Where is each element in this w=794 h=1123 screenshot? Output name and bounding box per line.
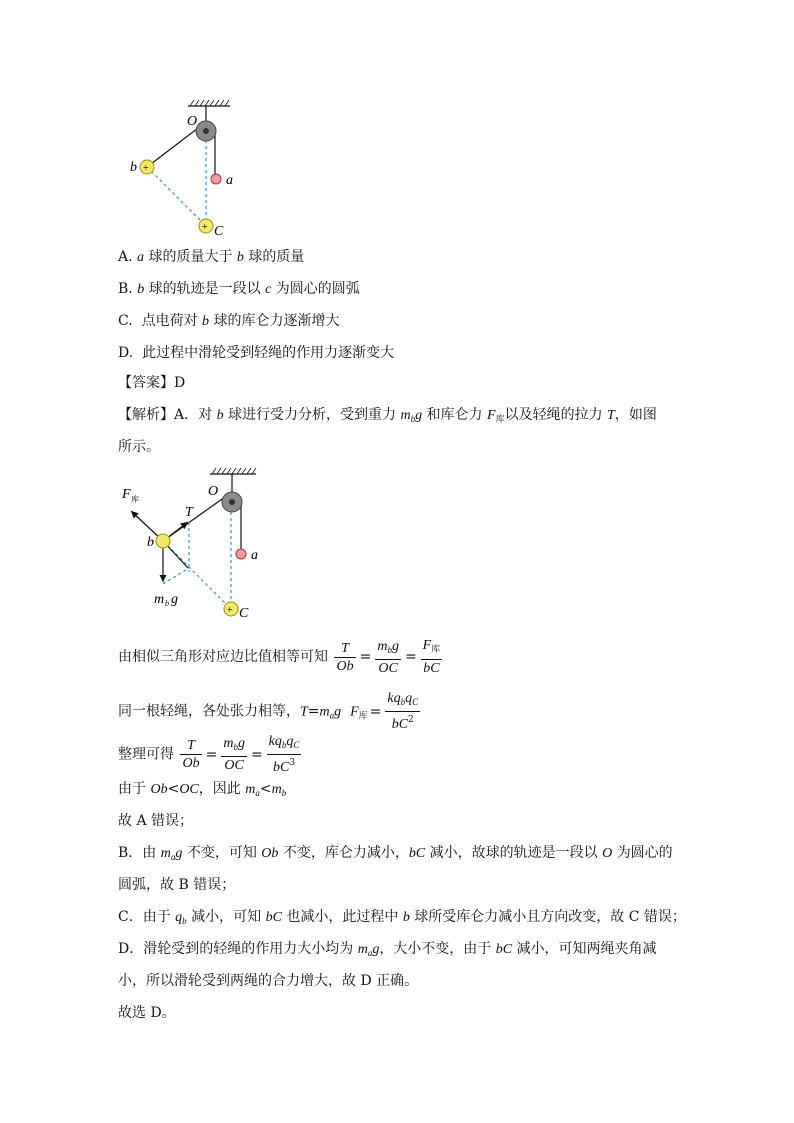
- svg-text:a: a: [226, 173, 233, 188]
- svg-text:g: g: [171, 592, 178, 607]
- fraction: $\frac{m_bg}{OC}$: [223, 736, 245, 773]
- option-c: C. 点电荷对 b 球的库仑力逐渐增大: [118, 313, 340, 329]
- svg-text:+: +: [143, 163, 149, 174]
- ball-a-icon: [236, 549, 246, 559]
- option-d: D. 此过程中滑轮受到轻绳的作用力逐渐变大: [118, 345, 395, 361]
- conclusion-line-7: 小，所以滑轮受到两绳的合力增大，故 D 正确。: [118, 973, 419, 989]
- fraction: $\frac{F_库}{bC}$: [422, 638, 441, 676]
- svg-text:T: T: [185, 505, 193, 520]
- fraction: $\frac{T}{Ob}$: [336, 640, 354, 674]
- pulley-diagram-1: [120, 92, 250, 240]
- svg-text:+: +: [227, 605, 233, 616]
- conclusion-line-3: B．由 $m_ag$ 不变，可知 Ob 不变，库仑力减小，bC 减小，故球的轨迹是一段以 O 为圆心的: [118, 845, 673, 862]
- conclusion-line-5: C．由于 $q_b$ 减小，可知 bC 也减小，此过程中 b 球所受库仑力减小且方向改变，故 C 错误；: [118, 909, 686, 926]
- equation-3: 整理可得 $\frac{T}{Ob}$ = $\frac{m_bg}{OC}$ = $\frac{kq_bq_C}{bC^3}$: [118, 734, 300, 775]
- svg-text:C: C: [214, 224, 224, 239]
- fraction: $\frac{kq_bq_C}{bC^2}$: [387, 691, 419, 732]
- conclusion-line-8: 故选 D。: [118, 1005, 176, 1021]
- equation-1: 由相似三角形对应边比值相等可知 $\frac{T}{Ob}$ = $\frac{m_bg}{OC}$ = $\frac{F_库}{bC}$: [118, 638, 441, 676]
- conclusion-line-2: 故 A 错误；: [118, 813, 194, 829]
- fraction: $\frac{kq_bq_C}{bC^3}$: [268, 734, 300, 775]
- conclusion-line-6: D．滑轮受到的轻绳的作用力大小均为 $m_ag$，大小不变，由于 bC 减小，可知两绳夹角减: [118, 941, 657, 958]
- answer-line: 【答案】D: [118, 375, 186, 391]
- ball-b-icon: [156, 534, 170, 548]
- force-diagram-2: [118, 462, 268, 624]
- option-a: A. a 球的质量大于 b 球的质量: [118, 249, 305, 265]
- fraction: $\frac{m_bg}{OC}$: [377, 638, 399, 676]
- ball-a-icon: [211, 174, 221, 184]
- svg-text:库: 库: [131, 495, 139, 504]
- analysis-line-1: 【解析】A．对 b 球进行受力分析，受到重力 $m_bg$ 和库仑力 $F_库$以及轻绳的拉力 T，如图: [118, 407, 657, 425]
- svg-text:+: +: [202, 222, 208, 233]
- conclusion-line-1: 由于 Ob<OC，因此 $m_a<m_b$: [118, 781, 287, 798]
- option-b: B. b 球的轨迹是一段以 c 为圆心的圆弧: [118, 281, 360, 297]
- svg-text:b: b: [147, 535, 154, 550]
- svg-text:F: F: [122, 487, 131, 502]
- analysis-line-2: 所示。: [118, 439, 160, 455]
- svg-text:O: O: [208, 484, 219, 499]
- conclusion-line-4: 圆弧，故 B 错误；: [118, 877, 236, 893]
- svg-text:m: m: [154, 592, 165, 607]
- equation-2: 同一根轻绳，各处张力相等，$T=m_ag$ $F_库$ = $\frac{kq_bq_C}{bC^2}$: [118, 691, 419, 732]
- fraction: $\frac{T}{Ob}$: [182, 738, 200, 771]
- svg-text:a: a: [251, 548, 258, 563]
- svg-text:b: b: [130, 160, 137, 175]
- svg-text:b: b: [165, 599, 169, 608]
- svg-text:O: O: [187, 114, 198, 129]
- svg-text:C: C: [239, 606, 249, 621]
